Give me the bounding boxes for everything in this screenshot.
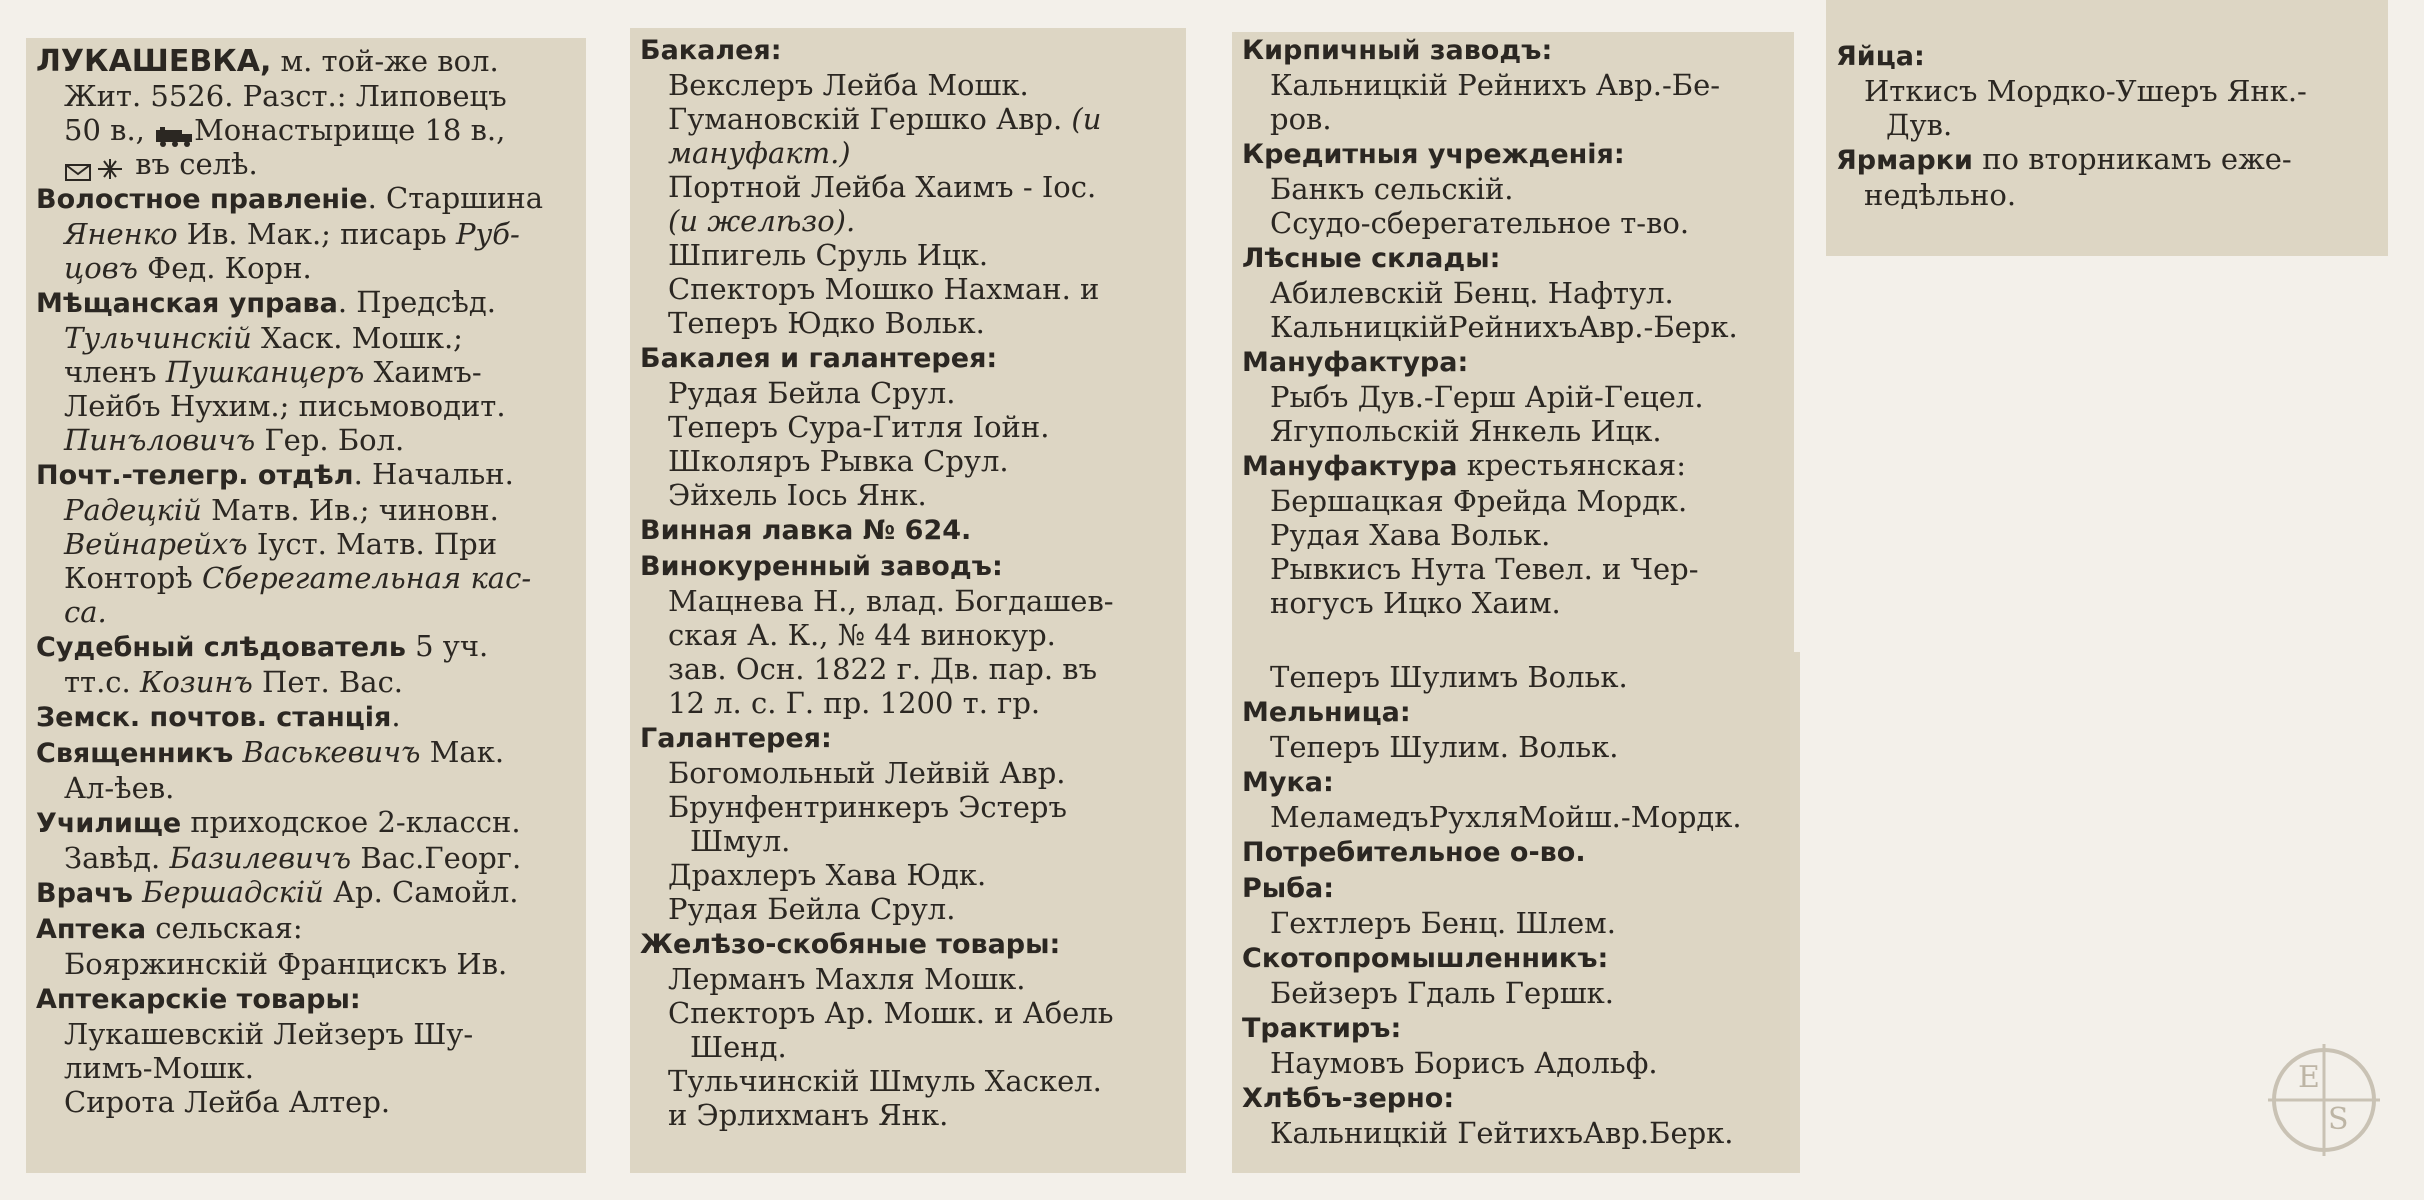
entry-line: (и желѣзо). bbox=[668, 204, 856, 238]
entry-line: Лукашевскій Лейзеръ Шу- bbox=[64, 1017, 474, 1051]
entry-line: ров. bbox=[1270, 102, 1332, 136]
entry-line: Наумовъ Борисъ Адольф. bbox=[1270, 1046, 1658, 1080]
section-heading: Училище приходское 2-классн. bbox=[36, 805, 521, 839]
entry-line: Банкъ сельскій. bbox=[1270, 172, 1514, 206]
section-heading: Волостное правленіе. Старшина bbox=[36, 181, 544, 215]
section-heading: Врачъ Бершадскій Ар. Самойл. bbox=[36, 875, 519, 909]
seal-letter-e: E bbox=[2298, 1060, 2320, 1095]
section-heading: Мѣщанская управа. Предсѣд. bbox=[36, 285, 496, 319]
section-heading: Земск. почтов. станція. bbox=[36, 699, 401, 733]
entry-line: Тульчинскій Хаск. Мошк.; bbox=[64, 321, 463, 355]
section-heading: Аптека сельская: bbox=[36, 911, 303, 945]
entry-line: Ссудо-сберегательное т-во. bbox=[1270, 206, 1690, 240]
column-1 bbox=[26, 38, 586, 1173]
section-heading: Мельница: bbox=[1242, 697, 1411, 728]
entry-line: МеламедъРухляМойш.-Мордк. bbox=[1270, 800, 1742, 834]
section-heading: Потребительное о-во. bbox=[1242, 837, 1586, 868]
entry-line: Портной Лейба Хаимъ - Iос. bbox=[668, 170, 1097, 204]
entry-line: Бояржинскій Францискъ Ив. bbox=[64, 947, 508, 981]
entry-line: Векслеръ Лейба Мошк. bbox=[668, 68, 1029, 102]
entry-line: Лерманъ Махля Мошк. bbox=[668, 962, 1026, 996]
entry-line: Гехтлеръ Бенц. Шлем. bbox=[1270, 906, 1616, 940]
section-heading: Аптекарскіе товары: bbox=[36, 984, 361, 1015]
entry-line: Тульчинскій Шмуль Хаскел. bbox=[668, 1064, 1102, 1098]
column-2 bbox=[630, 28, 1186, 1173]
section-heading: Мануфактура крестьянская: bbox=[1242, 448, 1686, 482]
entry-line: Драхлеръ Хава Юдк. bbox=[668, 858, 987, 892]
section-heading: Лѣсные склады: bbox=[1242, 243, 1501, 274]
mail-icon bbox=[64, 156, 94, 176]
section-heading: Кредитныя учрежденія: bbox=[1242, 139, 1625, 170]
entry-line: Шмул. bbox=[690, 824, 791, 858]
section-heading: Галантерея: bbox=[640, 723, 832, 754]
entry-line: Ягупольскій Янкель Ицк. bbox=[1270, 414, 1662, 448]
entry-title: ЛУКАШЕВКА, м. той-же вол. bbox=[36, 44, 499, 79]
entry-line: Радецкій Матв. Ив.; чиновн. bbox=[64, 493, 499, 527]
entry-line: Конторѣ Сберегательная кас- bbox=[64, 561, 532, 595]
entry-line: Яненко Ив. Мак.; писарь Руб- bbox=[64, 217, 520, 251]
entry-line: Мацнева Н., влад. Богдашев- bbox=[668, 584, 1114, 618]
entry-line: ская А. К., № 44 винокур. bbox=[668, 618, 1056, 652]
entry-line: Школяръ Рывка Срул. bbox=[668, 444, 1009, 478]
entry-line: Дув. bbox=[1886, 108, 1953, 142]
entry-line: Эйхель Iось Янк. bbox=[668, 478, 927, 512]
section-heading: Хлѣбъ-зерно: bbox=[1242, 1083, 1455, 1114]
entry-line: Теперъ Шулимъ Вольк. bbox=[1270, 660, 1628, 694]
train-icon bbox=[154, 121, 194, 143]
entry-line: мануфакт.) bbox=[668, 136, 851, 170]
entry-line: Рудая Бейла Срул. bbox=[668, 892, 956, 926]
section-heading: Трактиръ: bbox=[1242, 1013, 1402, 1044]
section-heading: Рыба: bbox=[1242, 873, 1335, 904]
entry-line: Шенд. bbox=[690, 1030, 787, 1064]
entry-line: Бейзеръ Гдаль Гершк. bbox=[1270, 976, 1615, 1010]
entry-line: 50 в., Монастырище 18 в., bbox=[64, 113, 506, 147]
entry-line: Рыбъ Дув.-Герш Арій-Гецел. bbox=[1270, 380, 1704, 414]
entry-line: Спекторъ Мошко Нахман. и bbox=[668, 272, 1100, 306]
entry-line: членъ Пушканцеръ Хаимъ- bbox=[64, 355, 482, 389]
section-heading: Бакалея и галантерея: bbox=[640, 343, 998, 374]
entry-line: Рудая Хава Вольк. bbox=[1270, 518, 1551, 552]
section-heading: Мука: bbox=[1242, 767, 1334, 798]
entry-line: Кальницкій Рейнихъ Авр.-Бе- bbox=[1270, 68, 1721, 102]
section-heading: Ярмарки по вторникамъ еже- bbox=[1836, 142, 2292, 176]
entry-line: Жит. 5526. Разст.: Липовецъ bbox=[64, 79, 507, 113]
section-heading: Почт.-телегр. отдѣл. Начальн. bbox=[36, 457, 514, 491]
section-heading: Бакалея: bbox=[640, 35, 782, 66]
entry-line: Иткисъ Мордко-Ушеръ Янк.- bbox=[1864, 74, 2307, 108]
entry-line: Пинъловичъ Гер. Бол. bbox=[64, 423, 405, 457]
entry-line: и Эрлихманъ Янк. bbox=[668, 1098, 949, 1132]
seal-letter-s: S bbox=[2328, 1102, 2349, 1137]
entry-line: ногусъ Ицко Хаим. bbox=[1270, 586, 1561, 620]
entry-line: са. bbox=[64, 595, 107, 629]
column-3-top bbox=[1232, 32, 1794, 652]
entry-line: цовъ Фед. Корн. bbox=[64, 251, 312, 285]
entry-line: Шпигель Сруль Ицк. bbox=[668, 238, 989, 272]
entry-line: Рывкисъ Нута Тевел. и Чер- bbox=[1270, 552, 1699, 586]
column-4 bbox=[1826, 0, 2388, 256]
entry-line: Брунфентринкеръ Эстеръ bbox=[668, 790, 1067, 824]
entry-line: Ал-ѣев. bbox=[64, 771, 175, 805]
section-heading: Кирпичный заводъ: bbox=[1242, 35, 1553, 66]
entry-line: Рудая Бейла Срул. bbox=[668, 376, 956, 410]
section-heading: Мануфактура: bbox=[1242, 347, 1469, 378]
entry-line: Теперъ Сура-Гитля Iойн. bbox=[668, 410, 1050, 444]
entry-line: Сирота Лейба Алтер. bbox=[64, 1085, 391, 1119]
watermark-seal-icon bbox=[2266, 1042, 2382, 1158]
entry-line: Бершацкая Фрейда Мордк. bbox=[1270, 484, 1688, 518]
entry-line: зав. Осн. 1822 г. Дв. пар. въ bbox=[668, 652, 1098, 686]
column-3-bottom bbox=[1232, 652, 1800, 1173]
entry-line: Вейнарейхъ Iуст. Матв. При bbox=[64, 527, 498, 561]
entry-line: Лейбъ Нухим.; письмоводит. bbox=[64, 389, 506, 423]
entry-line: лимъ-Мошк. bbox=[64, 1051, 255, 1085]
entry-line: тт.с. Козинъ Пет. Вас. bbox=[64, 665, 404, 699]
entry-line: Кальницкій ГейтихъАвр.Берк. bbox=[1270, 1116, 1734, 1150]
section-heading: Скотопромышленникъ: bbox=[1242, 943, 1609, 974]
section-heading: Винная лавка № 624. bbox=[640, 515, 972, 546]
entry-line: Спекторъ Ар. Мошк. и Абель bbox=[668, 996, 1114, 1030]
section-heading: Яйца: bbox=[1836, 41, 1925, 72]
entry-line: КальницкійРейнихъАвр.-Берк. bbox=[1270, 310, 1738, 344]
entry-line: Теперъ Юдко Вольк. bbox=[668, 306, 985, 340]
entry-line: Гумановскій Гершко Авр. (и bbox=[668, 102, 1102, 136]
section-heading: Винокуренный заводъ: bbox=[640, 551, 1003, 582]
entry-line: недѣльно. bbox=[1864, 178, 2017, 212]
entry-line: 12 л. с. Г. пр. 1200 т. гр. bbox=[668, 686, 1041, 720]
entry-line: Теперъ Шулим. Вольк. bbox=[1270, 730, 1619, 764]
entry-line: Абилевскій Бенц. Нафтул. bbox=[1270, 276, 1674, 310]
telegraph-icon bbox=[94, 154, 126, 178]
section-heading: Священникъ Васькевичъ Мак. bbox=[36, 735, 505, 769]
entry-line: въ селѣ. bbox=[26, 147, 586, 181]
section-heading: Желѣзо-скобяные товары: bbox=[640, 929, 1061, 960]
entry-line: Завѣд. Базилевичъ Вас.Георг. bbox=[64, 841, 522, 875]
entry-line: Богомольный Лейвій Авр. bbox=[668, 756, 1066, 790]
section-heading: Судебный слѣдователь 5 уч. bbox=[36, 629, 489, 663]
